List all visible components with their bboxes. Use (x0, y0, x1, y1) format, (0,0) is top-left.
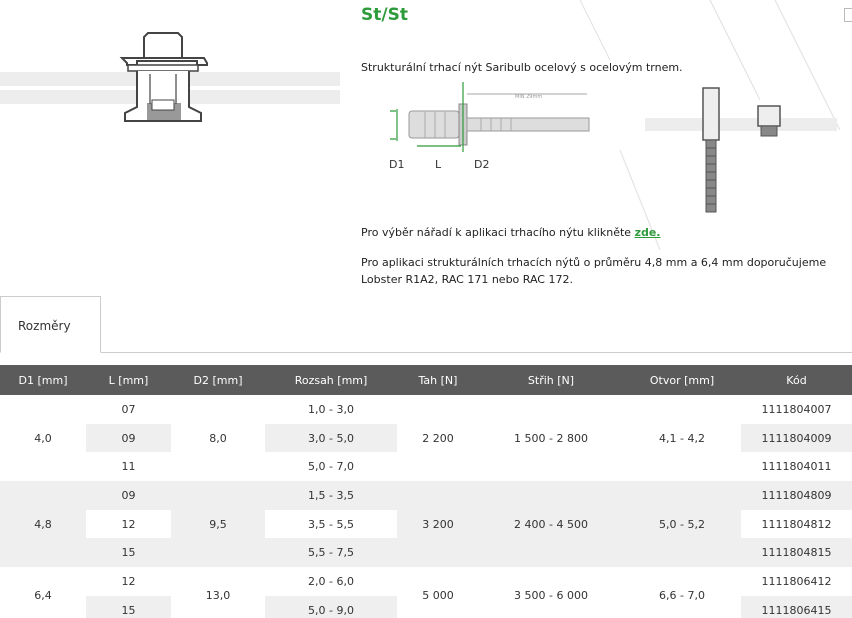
cell-kod: 1111804007 (741, 395, 852, 424)
cell-kod: 1111806412 (741, 567, 852, 596)
tool-selection-text (361, 226, 660, 239)
cell-rozsah: 3,5 - 5,5 (265, 510, 397, 539)
col-header-l: L [mm] (86, 365, 171, 395)
rivet-photo (645, 84, 837, 216)
cell-otvor: 4,1 - 4,2 (623, 395, 741, 481)
col-header-d1: D1 [mm] (0, 365, 86, 395)
cell-otvor: 5,0 - 5,2 (623, 481, 741, 567)
cell-rozsah: 2,0 - 6,0 (265, 567, 397, 596)
cell-l: 11 (86, 452, 171, 481)
cell-l: 12 (86, 510, 171, 539)
cell-kod: 1111804011 (741, 452, 852, 481)
cell-d1: 4,8 (0, 481, 86, 567)
col-header-otvor: Otvor [mm] (623, 365, 741, 395)
rivet-installed-image (0, 28, 340, 128)
cell-rozsah: 1,5 - 3,5 (265, 481, 397, 510)
cell-l: 09 (86, 424, 171, 453)
cell-d1: 4,0 (0, 395, 86, 481)
cell-tah: 5 000 (397, 567, 479, 618)
col-header-strih: Střih [N] (479, 365, 623, 395)
cell-tah: 2 200 (397, 395, 479, 481)
cell-l: 09 (86, 481, 171, 510)
cell-kod: 1111804815 (741, 538, 852, 567)
cell-l: 15 (86, 538, 171, 567)
tool-selection-link[interactable]: zde. (634, 226, 661, 239)
tab-rozmery[interactable]: Rozměry (0, 296, 101, 353)
dimension-diagram (385, 82, 600, 178)
dimensions-table (0, 365, 852, 618)
product-title: St/St (361, 5, 408, 25)
cell-kod: 1111804809 (741, 481, 852, 510)
cell-strih: 3 500 - 6 000 (479, 567, 623, 618)
col-header-d2: D2 [mm] (171, 365, 265, 395)
tool-selection-prefix: Pro výběr nářadí k aplikaci trhacího nýtu klikněte (361, 226, 635, 239)
min-length-label: MIN 29mm (515, 94, 543, 100)
cell-d2: 8,0 (171, 395, 265, 481)
tab-bar (0, 296, 852, 353)
col-header-kod: Kód (741, 365, 852, 395)
cell-otvor: 6,6 - 7,0 (623, 567, 741, 618)
col-header-tah: Tah [N] (397, 365, 479, 395)
cell-kod: 1111804009 (741, 424, 852, 453)
cell-d2: 13,0 (171, 567, 265, 618)
product-description: Strukturální trhací nýt Saribulb ocelový s ocelovým trnem. (361, 61, 683, 74)
tool-recommendation-text: Pro aplikaci strukturálních trhacích nýtů o průměru 4,8 mm a 6,4 mm doporučujeme Lobster R1A2, RAC 171 nebo RAC 172. (361, 256, 827, 286)
cell-d1: 6,4 (0, 567, 86, 618)
cell-strih: 1 500 - 2 800 (479, 395, 623, 481)
table-header-row (0, 365, 852, 395)
table-row (0, 481, 852, 510)
cell-rozsah: 5,5 - 7,5 (265, 538, 397, 567)
bookmark-icon[interactable] (844, 8, 852, 22)
cell-l: 07 (86, 395, 171, 424)
d1-label: D1 (389, 158, 405, 171)
cell-rozsah: 5,0 - 9,0 (265, 596, 397, 618)
cell-rozsah: 5,0 - 7,0 (265, 452, 397, 481)
cell-rozsah: 1,0 - 3,0 (265, 395, 397, 424)
table-row (0, 567, 852, 596)
cell-l: 12 (86, 567, 171, 596)
d2-label: D2 (474, 158, 490, 171)
l-label: L (435, 158, 442, 171)
cell-strih: 2 400 - 4 500 (479, 481, 623, 567)
cell-kod: 1111804812 (741, 510, 852, 539)
table-row (0, 395, 852, 424)
cell-kod: 1111806415 (741, 596, 852, 618)
cell-rozsah: 3,0 - 5,0 (265, 424, 397, 453)
cell-tah: 3 200 (397, 481, 479, 567)
cell-l: 15 (86, 596, 171, 618)
cell-d2: 9,5 (171, 481, 265, 567)
col-header-rozsah: Rozsah [mm] (265, 365, 397, 395)
